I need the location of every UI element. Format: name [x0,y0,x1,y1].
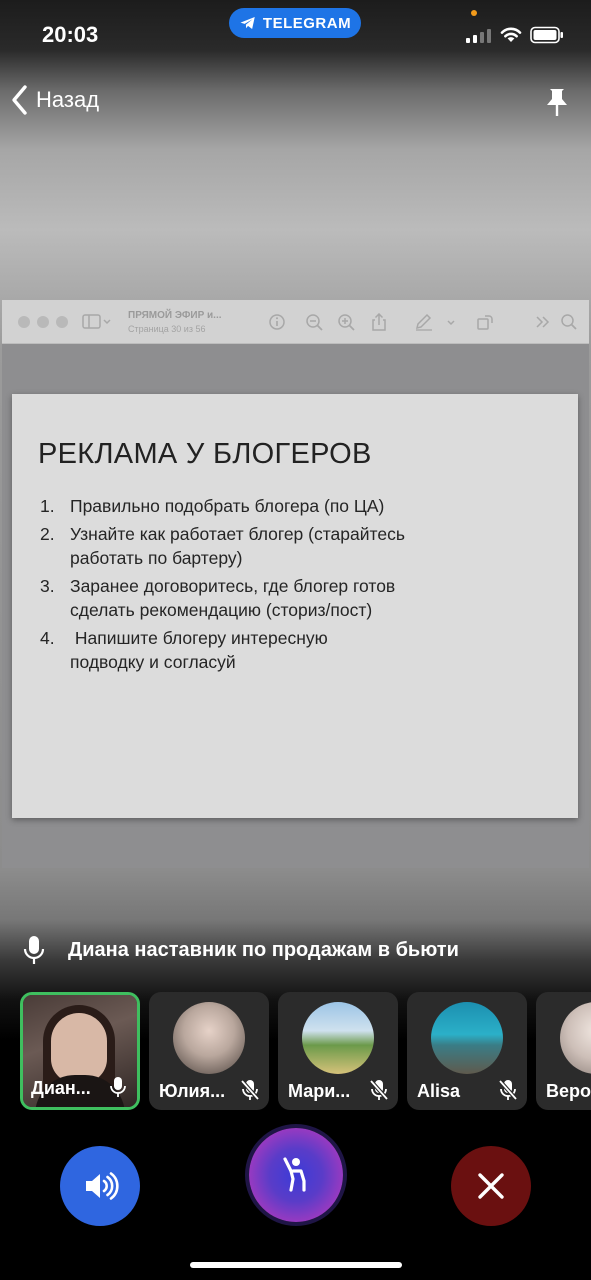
avatar [560,1002,591,1074]
zoom-in-icon [337,313,355,331]
list-item [38,522,558,570]
telegram-pill-label: TELEGRAM [262,14,352,32]
participant-tile[interactable] [536,992,591,1110]
sidebar-toggle-icon [82,313,112,331]
list-item-number: 1. [40,496,55,516]
cellular-signal-icon [466,27,491,43]
avatar [431,1002,503,1074]
raise-hand-icon [274,1153,318,1197]
microphone-icon [22,934,46,966]
search-icon [560,313,578,331]
avatar [173,1002,245,1074]
mic-in-use-indicator [471,10,477,16]
participant-name: Юлия... [159,1081,226,1101]
participant-tile[interactable] [407,992,527,1110]
back-button[interactable] [10,84,99,116]
back-label: Назад [36,87,100,112]
active-speaker-row [22,934,459,966]
rotate-icon [476,313,494,331]
list-item-number: 4. [40,628,55,648]
speaker-button[interactable] [60,1146,140,1226]
microphone-muted-icon [370,1079,388,1101]
list-item-number: 3. [40,576,55,596]
window-controls [18,316,68,328]
status-time: 20:03 [42,22,99,47]
presentation-slide [12,394,578,818]
chevron-double-right-icon [534,313,552,331]
participant-name: Диан... [31,1078,91,1098]
microphone-icon [109,1076,127,1098]
status-bar [0,0,591,60]
raise-hand-button[interactable] [249,1128,343,1222]
wifi-icon [499,25,523,43]
participant-name: Мари... [288,1081,351,1101]
list-item [38,574,558,622]
page-indicator: Страница 30 из 56 [128,324,206,334]
list-item [38,494,558,518]
shared-screen-view[interactable] [2,300,589,868]
chevron-left-icon [10,84,30,116]
list-item [38,626,558,674]
microphone-muted-icon [241,1079,259,1101]
participants-strip[interactable] [20,992,591,1112]
telegram-plane-icon [239,14,257,32]
close-icon [469,1164,513,1208]
list-item-text: Напишите блогеру интересную подводку и согласуй [70,628,333,672]
participant-name: Веро [546,1081,591,1101]
battery-icon [530,26,564,44]
markup-pen-icon [414,313,458,331]
list-item-text: Заранее договоритесь, где блогер готов сделать рекомендацию (сториз/пост) [70,576,396,620]
info-icon [268,313,286,331]
window-minimize-dot [37,316,49,328]
participant-tile[interactable] [278,992,398,1110]
document-title: ПРЯМОЙ ЭФИР и... [128,310,222,321]
slide-list [38,494,558,674]
microphone-muted-icon [499,1079,517,1101]
slide-title: РЕКЛАМА У БЛОГЕРОВ [38,438,372,470]
speaker-volume-icon [78,1164,122,1208]
avatar [302,1002,374,1074]
active-speaker-name: Диана наставник по продажам в бьюти [68,938,459,961]
leave-call-button[interactable] [451,1146,531,1226]
zoom-out-icon [305,313,323,331]
return-to-telegram-pill[interactable] [229,8,361,38]
participant-tile[interactable] [20,992,140,1110]
participant-name: Alisa [417,1081,461,1101]
home-indicator[interactable] [190,1262,402,1268]
pin-icon[interactable] [544,86,570,118]
pdf-viewer-toolbar [2,300,589,344]
share-icon [370,313,388,331]
participant-tile[interactable] [149,992,269,1110]
list-item-text: Узнайте как работает блогер (старайтесь работать по бартеру) [70,524,405,568]
window-zoom-dot [56,316,68,328]
list-item-number: 2. [40,524,55,544]
list-item-text: Правильно подобрать блогера (по ЦА) [70,496,385,516]
window-close-dot [18,316,30,328]
